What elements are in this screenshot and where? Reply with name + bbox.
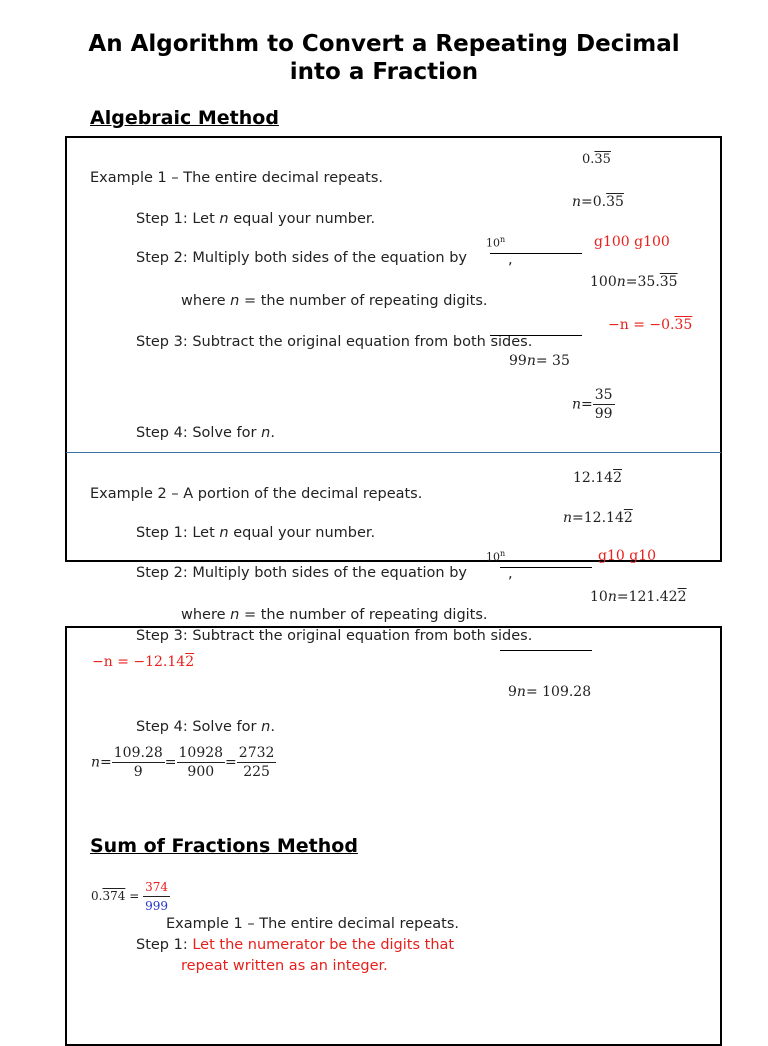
ex1-equation: n=0.35 [572,194,624,210]
ex1-comma: , [508,252,513,268]
ex1-subtract-equation: −n = −0.35 [608,317,693,333]
ex1-subtract-line [490,335,582,336]
example2-label: Example 2 – A portion of the decimal repeats. [90,486,423,502]
ex2-blank-line [500,567,592,568]
ex1-99n-equation: 99n= 35 [509,353,570,369]
sum-fractions-equation: 0.374 = $\frac{374}{999}$ [91,880,168,913]
ex2-solution: n= $\frac{109.28}{9}$ = $\frac{10928}{900}$ = $\frac{2732}{225}$ [91,745,275,780]
example1-where: where n = the number of repeating digits. [181,293,488,309]
example-divider [66,452,721,453]
ex1-100n-equation: 100n=35.35 [590,274,678,290]
ex1-blank-line [490,253,582,254]
example1-step4: Step 4: Solve for n. [136,425,275,441]
ex1-number: 0.35 [582,152,611,167]
sum-step1-line2: repeat written as an integer. [181,958,388,974]
ex2-number: 12.142 [573,470,623,486]
algebraic-method-heading: Algebraic Method [90,107,279,129]
example2-step1: Step 1: Let n equal your number. [136,525,376,541]
ex2-comma: , [508,566,513,582]
ex2-subtract-line [500,650,592,651]
example2-step2: Step 2: Multiply both sides of the equation by [136,565,468,581]
page-title-line2: into a Fraction [289,59,479,85]
ex2-subtract-equation: −n = −12.142 [92,654,195,670]
ex1-multiplier: g100 g100 [594,234,670,250]
ex2-ten-power: 10$^n$ [486,549,506,564]
ex2-multiplier: g10 g10 [598,548,657,564]
ex1-ten-power: 10$^n$ [486,235,506,250]
sum-example1-label: Example 1 – The entire decimal repeats. [166,916,459,932]
sum-step1: Step 1: Let the numerator be the digits that [136,937,455,953]
example1-step1: Step 1: Let n equal your number. [136,211,376,227]
example2-step3: Step 3: Subtract the original equation from both sides. [136,628,533,644]
ex2-9n-equation: 9n= 109.28 [508,684,592,700]
example1-step3: Step 3: Subtract the original equation from both sides. [136,334,533,350]
sum-of-fractions-heading: Sum of Fractions Method [90,835,358,857]
page-title-line1: An Algorithm to Convert a Repeating Decimal [88,31,680,57]
ex2-equation: n=12.142 [563,510,633,526]
ex2-10n-equation: 10n=121.422 [590,589,687,605]
example1-label: Example 1 – The entire decimal repeats. [90,170,383,186]
example1-step2: Step 2: Multiply both sides of the equation by [136,250,468,266]
ex1-solution: n= $\frac{35}{99}$ [572,387,613,422]
example2-step4: Step 4: Solve for n. [136,719,275,735]
example2-where: where n = the number of repeating digits. [181,607,488,623]
